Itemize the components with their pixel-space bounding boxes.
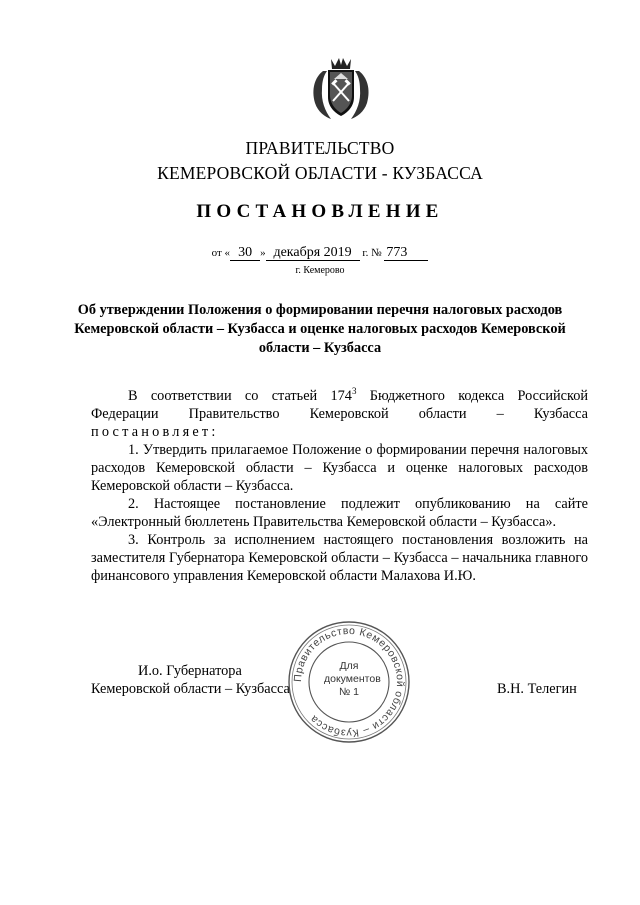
stamp-ring-text: Правительство Кемеровской области – Кузбасса <box>291 624 407 740</box>
item-1: 1. Утвердить прилагаемое Положение о формировании перечня налоговых расходов Кемеровской области – Кузбасса и оценке налоговых расходов Кемеровской области – Кузбасса. <box>91 442 588 494</box>
decree-body <box>91 387 588 585</box>
stamp-center-line2: документов <box>324 673 381 685</box>
stamp-center-line3: № 1 <box>338 686 360 698</box>
date-day: 30 <box>230 246 260 261</box>
signatory-role-line1: И.о. Губернатора <box>138 663 242 679</box>
city-label: г. Кемерово <box>295 265 345 276</box>
government-title-line1: ПРАВИТЕЛЬСТВО <box>245 138 395 158</box>
decree-subject: Об утверждении Положения о формировании перечня налоговых расходов Кемеровской области – Кузбасса и оценке налоговых расходов Кемеровской области – Кузбасса <box>74 302 566 356</box>
intro-text-part1: В соответствии со статьей 174 <box>128 388 352 404</box>
intro-paragraph <box>91 387 588 423</box>
stamp-center-line1: Для <box>339 660 359 672</box>
signatory-name: В.Н. Телегин <box>497 681 577 697</box>
date-year-suffix: г. <box>362 247 369 259</box>
resolves-word: постановляет: <box>91 424 219 440</box>
kemerovo-coat-of-arms-icon <box>301 57 381 121</box>
item-3: 3. Контроль за исполнением настоящего постановления возложить на заместителя Губернатора Кемеровской области – Кузбасса – начальника главного финансового управления Кемеровской области Малахова И.Ю. <box>91 532 588 584</box>
document-number: 773 <box>384 246 428 261</box>
government-title-line2: КЕМЕРОВСКОЙ ОБЛАСТИ - КУЗБАССА <box>157 163 483 183</box>
signatory-role-line2: Кемеровской области – Кузбасса <box>91 681 290 697</box>
intro-text-part2: Бюджетного кодекса Российской Федерации Правительство Кемеровской области – Кузбасса <box>91 388 588 422</box>
date-quote-close: » <box>260 247 266 259</box>
intro-superscript: 3 <box>351 386 357 397</box>
stamp-center-text <box>324 660 381 699</box>
document-type-title: ПОСТАНОВЛЕНИЕ <box>196 201 444 222</box>
date-from-label: от « <box>211 247 231 259</box>
item-2: 2. Настоящее постановление подлежит опубликованию на сайте «Электронный бюллетень Правительства Кемеровской области – Кузбасса». <box>91 496 588 530</box>
document-number-label: № <box>371 247 382 259</box>
resolves-line <box>91 423 588 441</box>
date-and-number-line <box>0 246 640 261</box>
date-month-year: декабря 2019 <box>266 246 360 261</box>
